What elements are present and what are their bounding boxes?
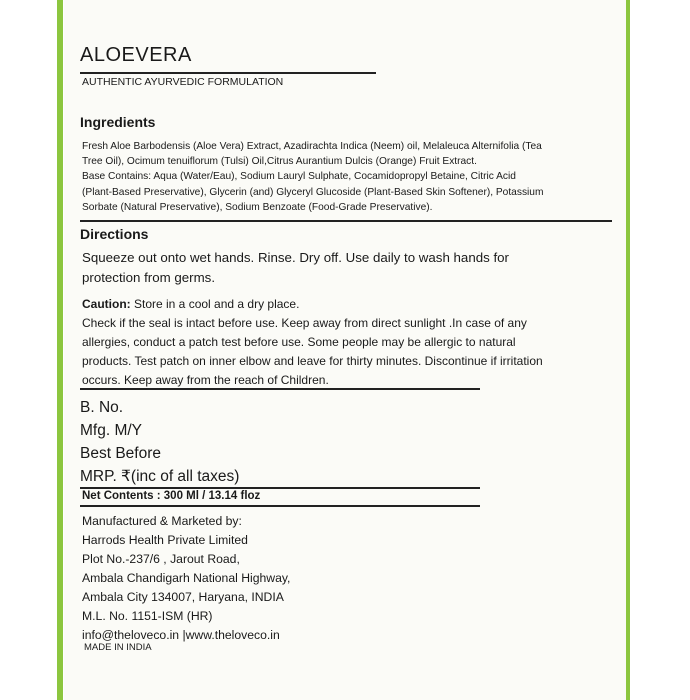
right-green-border bbox=[626, 0, 630, 700]
batch-number: B. No. bbox=[80, 399, 124, 416]
batch-info bbox=[80, 396, 239, 488]
ingredients-line: Sorbate (Natural Preservative), Sodium Benzoate (Food-Grade Preservative). bbox=[82, 201, 433, 213]
ingredients-line: (Plant-Based Preservative), Glycerin (and) Glyceryl Glucoside (Plant-Based Skin Softener), Potassium bbox=[82, 186, 544, 198]
caution-first-line bbox=[82, 295, 622, 314]
caution-line: occurs. Keep away from the reach of Children. bbox=[82, 373, 329, 387]
left-green-border bbox=[57, 0, 63, 700]
ingredients-line: Base Contains: Aqua (Water/Eau), Sodium Lauryl Sulphate, Cocamidopropyl Betaine, Citric Acid bbox=[82, 171, 516, 183]
best-before: Best Before bbox=[80, 445, 161, 462]
net-contents: Net Contents : 300 Ml / 13.14 floz bbox=[82, 490, 261, 502]
net-contents-divider bbox=[80, 505, 480, 507]
caution-divider bbox=[80, 388, 480, 390]
caution-label: Caution: bbox=[82, 297, 131, 311]
mrp: MRP. ₹(inc of all taxes) bbox=[80, 468, 240, 485]
caution-line: Check if the seal is intact before use. Keep away from direct sunlight .In case of any bbox=[82, 316, 527, 330]
manufacturer-line: Ambala City 134007, Haryana, INDIA bbox=[82, 590, 284, 604]
batch-divider bbox=[80, 487, 480, 489]
product-tagline: AUTHENTIC AYURVEDIC FORMULATION bbox=[82, 76, 284, 88]
caution-line: allergies, conduct a patch test before use. Some people may be allergic to natural bbox=[82, 335, 516, 349]
caution-storage-text: Store in a cool and a dry place. bbox=[130, 297, 300, 311]
ingredients-divider bbox=[80, 220, 612, 222]
directions-heading: Directions bbox=[80, 226, 149, 242]
manufacturer-line: Manufactured & Marketed by: bbox=[82, 514, 242, 528]
manufacturer-line: M.L. No. 1151-ISM (HR) bbox=[82, 609, 213, 623]
product-title: ALOEVERA bbox=[80, 44, 192, 66]
manufacturer-line: Harrods Health Private Limited bbox=[82, 533, 248, 547]
directions-line: protection from germs. bbox=[82, 270, 216, 285]
directions-line: Squeeze out onto wet hands. Rinse. Dry off. Use daily to wash hands for bbox=[82, 250, 509, 265]
ingredients-heading: Ingredients bbox=[80, 114, 156, 130]
manufacturer-line: Ambala Chandigarh National Highway, bbox=[82, 571, 291, 585]
made-in-india: MADE IN INDIA bbox=[84, 642, 152, 653]
mfg-date: Mfg. M/Y bbox=[80, 422, 143, 439]
ingredients-text bbox=[82, 139, 617, 215]
caution-line: products. Test patch on inner elbow and leave for thirty minutes. Discontinue if irritation bbox=[82, 354, 543, 368]
manufacturer-line: Plot No.-237/6 , Jarout Road, bbox=[82, 552, 240, 566]
manufacturer-contact: info@theloveco.in |www.theloveco.in bbox=[82, 628, 280, 642]
directions-text bbox=[82, 248, 622, 288]
caution-block bbox=[82, 295, 622, 390]
manufacturer-block bbox=[82, 512, 290, 645]
ingredients-line: Fresh Aloe Barbodensis (Aloe Vera) Extract, Azadirachta Indica (Neem) oil, Melaleuca Alternifolia (Tea bbox=[82, 141, 542, 152]
title-divider bbox=[80, 72, 376, 74]
ingredients-line: Tree Oil), Ocimum tenuiflorum (Tulsi) Oil,Citrus Aurantium Dulcis (Orange) Fruit Extract. bbox=[82, 156, 477, 168]
